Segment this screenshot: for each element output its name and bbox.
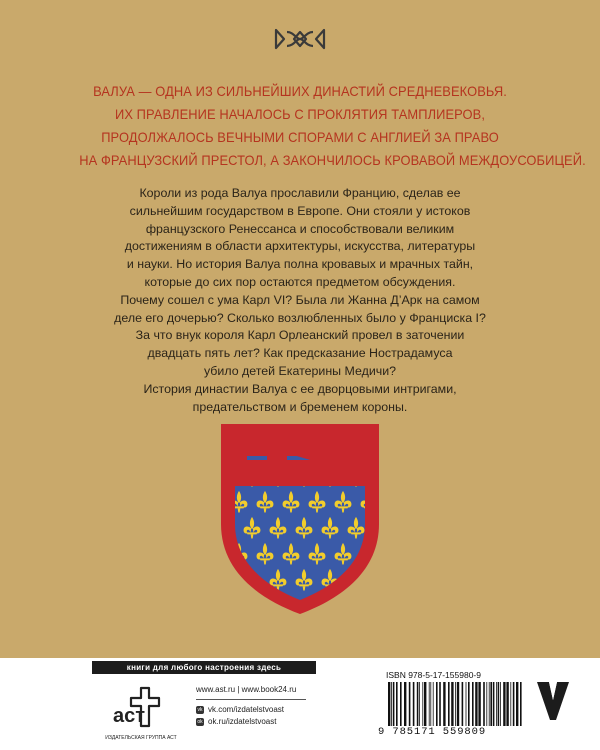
publisher-websites[interactable]: www.ast.ru | www.book24.ru (196, 685, 297, 694)
tagline-line: ВАЛУА — ОДНА ИЗ СИЛЬНЕЙШИХ ДИНАСТИЙ СРЕДНЕВЕКОВЬЯ. (93, 83, 507, 99)
barcode-bar (506, 682, 508, 726)
social-links (196, 704, 284, 728)
barcode-bar (451, 682, 453, 726)
barcode-bar (413, 682, 415, 726)
description-line: сильнейшим государством в Европе. Они стояли у истоков (129, 203, 471, 218)
barcode-bar (498, 682, 500, 726)
barcode-bar (472, 682, 474, 726)
barcode-bar (490, 682, 492, 726)
barcode-bar (468, 682, 470, 726)
ok-icon: ok (197, 719, 203, 725)
barcode-digits: 9 785171 559809 (378, 726, 487, 738)
barcode-bar (388, 682, 390, 726)
description-line: и науки. Но история Валуа полна кровавых и мрачных тайн, (126, 257, 474, 272)
barcode-bar (478, 682, 480, 726)
barcode-bar (483, 682, 485, 726)
barcode-bar (404, 682, 406, 726)
barcode-bar (496, 682, 497, 726)
description-line: Короли из рода Валуа прославили Францию, сделав ее (139, 186, 461, 200)
barcode-bar (443, 682, 445, 726)
publisher-slogan: книги для любого настроения здесь (92, 661, 316, 674)
description-line: убило детей Екатерины Медичи? (203, 363, 397, 378)
v-imprint-logo-icon (534, 676, 572, 724)
barcode-bar (430, 682, 431, 726)
barcode-bar (409, 682, 411, 726)
barcode-bar (457, 682, 459, 726)
description-line: деле его дочерью? Сколько возлюбленных было у Франциска I? (114, 310, 486, 325)
barcode-bar (391, 682, 392, 726)
barcode-bar (466, 682, 467, 726)
social-link-ok[interactable] (196, 716, 284, 728)
heraldic-ornament-icon (272, 26, 328, 52)
valois-coat-of-arms-icon (217, 420, 383, 616)
barcode-bar (448, 682, 450, 726)
description-line: История династии Валуа с ее дворцовыми интригами, (143, 381, 457, 396)
barcode (386, 682, 522, 726)
ast-logo-icon (111, 686, 161, 732)
footer-divider (196, 699, 306, 700)
barcode-bar (433, 682, 434, 726)
vk-icon: vk (197, 707, 203, 713)
barcode-bar (417, 682, 419, 726)
barcode-bar (475, 682, 477, 726)
publisher-name: ИЗДАТЕЛЬСКАЯ ГРУППА АСТ (105, 735, 177, 741)
barcode-bar (439, 682, 441, 726)
social-link-text: ok.ru/izdatelstvoast (208, 717, 277, 726)
barcode-bar (436, 682, 438, 726)
barcode-bar (400, 682, 402, 726)
social-link-text: vk.com/izdatelstvoast (208, 705, 285, 714)
description-line: За что внук короля Карл Орлеанский провел в заточении (135, 328, 465, 343)
barcode-bar (462, 682, 464, 726)
barcode-bar (513, 682, 515, 726)
tagline-line: ПРОДОЛЖАЛОСЬ ВЕЧНЫМИ СПОРАМИ С АНГЛИЕЙ ЗА ПРАВО (101, 129, 499, 145)
barcode-bar (500, 682, 501, 726)
tagline-line: ИХ ПРАВЛЕНИЕ НАЧАЛОСЬ С ПРОКЛЯТИЯ ТАМПЛИЕРОВ, (114, 106, 486, 122)
isbn-number: ISBN 978-5-17-155980-9 (386, 670, 481, 680)
description-line: двадцать пять лет? Как предсказание Нострадамуса (147, 346, 453, 361)
ast-logo-text: аст (113, 705, 146, 727)
barcode-bar (393, 682, 395, 726)
barcode-bar (520, 682, 522, 726)
tagline (79, 80, 586, 172)
description-line: французского Ренессанса и способствовали великим (145, 221, 455, 236)
barcode-bar (424, 682, 426, 726)
description-line: предательством и бременем короны. (192, 399, 408, 414)
description-line: достижениям в области архитектуры, искусства, литературы (124, 239, 476, 254)
barcode-bar (429, 682, 430, 726)
book-description (60, 185, 540, 416)
tagline-line: НА ФРАНЦУЗСКИЙ ПРЕСТОЛ, А ЗАКОНЧИЛОСЬ КРОВАВОЙ МЕЖДОУСОБИЦЕЙ. (79, 152, 586, 168)
barcode-bar (493, 682, 495, 726)
barcode-bar (516, 682, 518, 726)
barcode-bar (503, 682, 505, 726)
barcode-bar (422, 682, 423, 726)
barcode-bar (489, 682, 490, 726)
social-link-vk[interactable] (196, 704, 284, 716)
barcode-bar (510, 682, 511, 726)
barcode-bar (419, 682, 420, 726)
description-line: которые до сих пор остаются предметом обсуждения. (144, 274, 456, 289)
barcode-bar (455, 682, 456, 726)
barcode-bar (396, 682, 398, 726)
barcode-bar (486, 682, 487, 726)
description-line: Почему сошел с ума Карл VI? Была ли Жанна Д’Арк на самом (120, 292, 480, 307)
